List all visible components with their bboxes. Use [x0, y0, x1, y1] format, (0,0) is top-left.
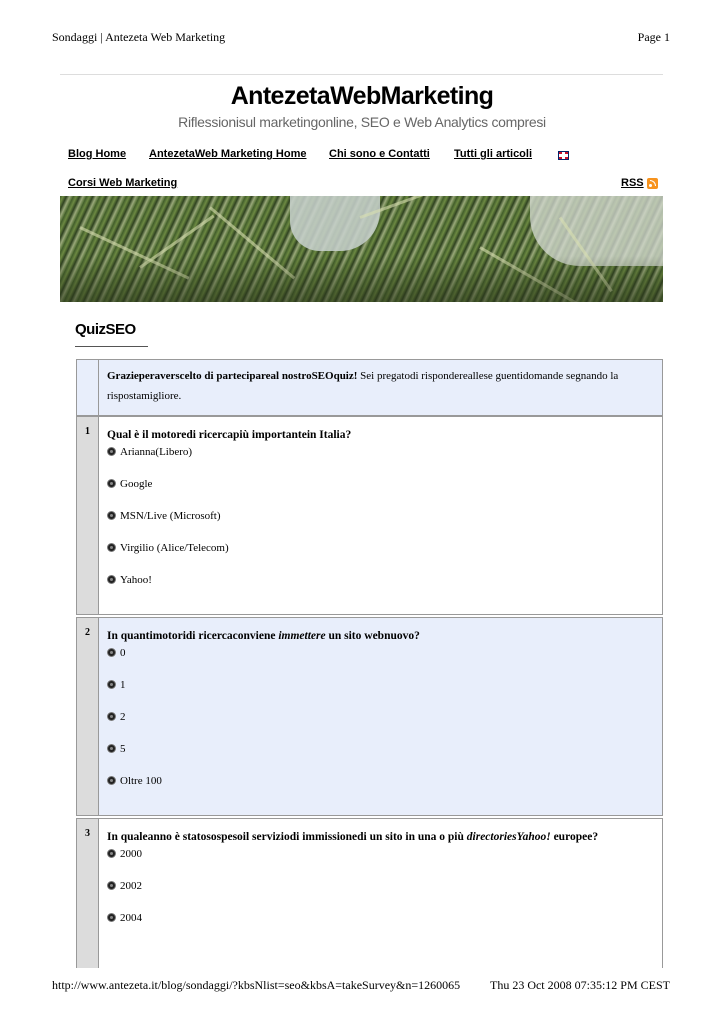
- page-title: QuizSEO: [75, 321, 136, 338]
- intro-text: [99, 360, 662, 415]
- radio-button[interactable]: [107, 479, 116, 488]
- answer-option[interactable]: 1: [107, 677, 654, 709]
- intro-rest: Sei pregatodi rispondereallese guentidomande segnando la rispostamigliore.: [107, 370, 619, 402]
- nav-chi-sono[interactable]: Chi sono e Contatti: [329, 148, 430, 160]
- radio-button[interactable]: [107, 776, 116, 785]
- answer-option[interactable]: Arianna(Libero): [107, 444, 654, 476]
- print-header-page: Page 1: [637, 30, 670, 44]
- radio-button[interactable]: [107, 913, 116, 922]
- intro-row: [76, 359, 663, 416]
- nav-antezeta-home[interactable]: AntezetaWeb Marketing Home: [149, 148, 307, 160]
- radio-button[interactable]: [107, 712, 116, 721]
- header-banner-image: [60, 196, 663, 302]
- question-text: In qualeanno è statosospesoil serviziodi immissionedi un sito in una o più directoriesYahoo! europee?: [107, 831, 599, 843]
- answer-option[interactable]: Virgilio (Alice/Telecom): [107, 540, 654, 572]
- question-row: [76, 416, 663, 615]
- answer-option[interactable]: MSN/Live (Microsoft): [107, 508, 654, 540]
- radio-button[interactable]: [107, 849, 116, 858]
- answer-option[interactable]: Yahoo!: [107, 572, 654, 604]
- intro-bold: Grazieperaverscelto di partecipareal nostroSEOquiz!: [107, 370, 358, 382]
- print-header: [52, 30, 670, 46]
- radio-button[interactable]: [107, 680, 116, 689]
- answer-option[interactable]: 0: [107, 645, 654, 677]
- intro-number-cell: [77, 360, 99, 415]
- nav-blog-home[interactable]: Blog Home: [68, 148, 127, 160]
- site-title[interactable]: AntezetaWebMarketing: [230, 82, 494, 110]
- answer-option[interactable]: 2002: [107, 878, 654, 910]
- question-row: [76, 617, 663, 816]
- answer-option[interactable]: 2: [107, 709, 654, 741]
- rss-feed-icon[interactable]: [647, 178, 658, 189]
- answer-option[interactable]: Oltre 100: [107, 773, 654, 805]
- nav-corsi[interactable]: Corsi Web Marketing: [68, 177, 178, 189]
- radio-button[interactable]: [107, 543, 116, 552]
- answer-option[interactable]: 2004: [107, 910, 654, 942]
- uk-flag-icon[interactable]: [558, 151, 569, 160]
- radio-button[interactable]: [107, 744, 116, 753]
- radio-button[interactable]: [107, 511, 116, 520]
- answer-option[interactable]: Google: [107, 476, 654, 508]
- nav-tutti-articoli[interactable]: Tutti gli articoli: [454, 148, 533, 160]
- question-number: 3: [77, 819, 99, 968]
- site-tagline: Riflessionisul marketingonline, SEO e Web Analytics compresi: [178, 114, 546, 130]
- question-text: Qual è il motoredi ricercapiù importantein Italia?: [107, 429, 352, 441]
- print-footer-timestamp: Thu 23 Oct 2008 07:35:12 PM CEST: [489, 978, 670, 992]
- question-number: 2: [77, 618, 99, 815]
- answer-option[interactable]: 2000: [107, 846, 654, 878]
- question-row: [76, 818, 663, 968]
- radio-button[interactable]: [107, 881, 116, 890]
- nav-rss[interactable]: RSS: [621, 177, 644, 189]
- print-footer-url: http://www.antezeta.it/blog/sondaggi/?kbsNlist=seo&kbsA=takeSurvey&n=1260065: [52, 978, 461, 992]
- radio-button[interactable]: [107, 648, 116, 657]
- header-divider: [60, 74, 663, 75]
- title-underline: [75, 346, 148, 347]
- question-number: 1: [77, 417, 99, 614]
- question-text: In quantimotoridi ricercaconviene immettere un sito webnuovo?: [107, 630, 420, 642]
- print-footer: [52, 978, 670, 994]
- answer-option[interactable]: 5: [107, 741, 654, 773]
- print-header-title: Sondaggi | Antezeta Web Marketing: [52, 30, 226, 44]
- radio-button[interactable]: [107, 575, 116, 584]
- radio-button[interactable]: [107, 447, 116, 456]
